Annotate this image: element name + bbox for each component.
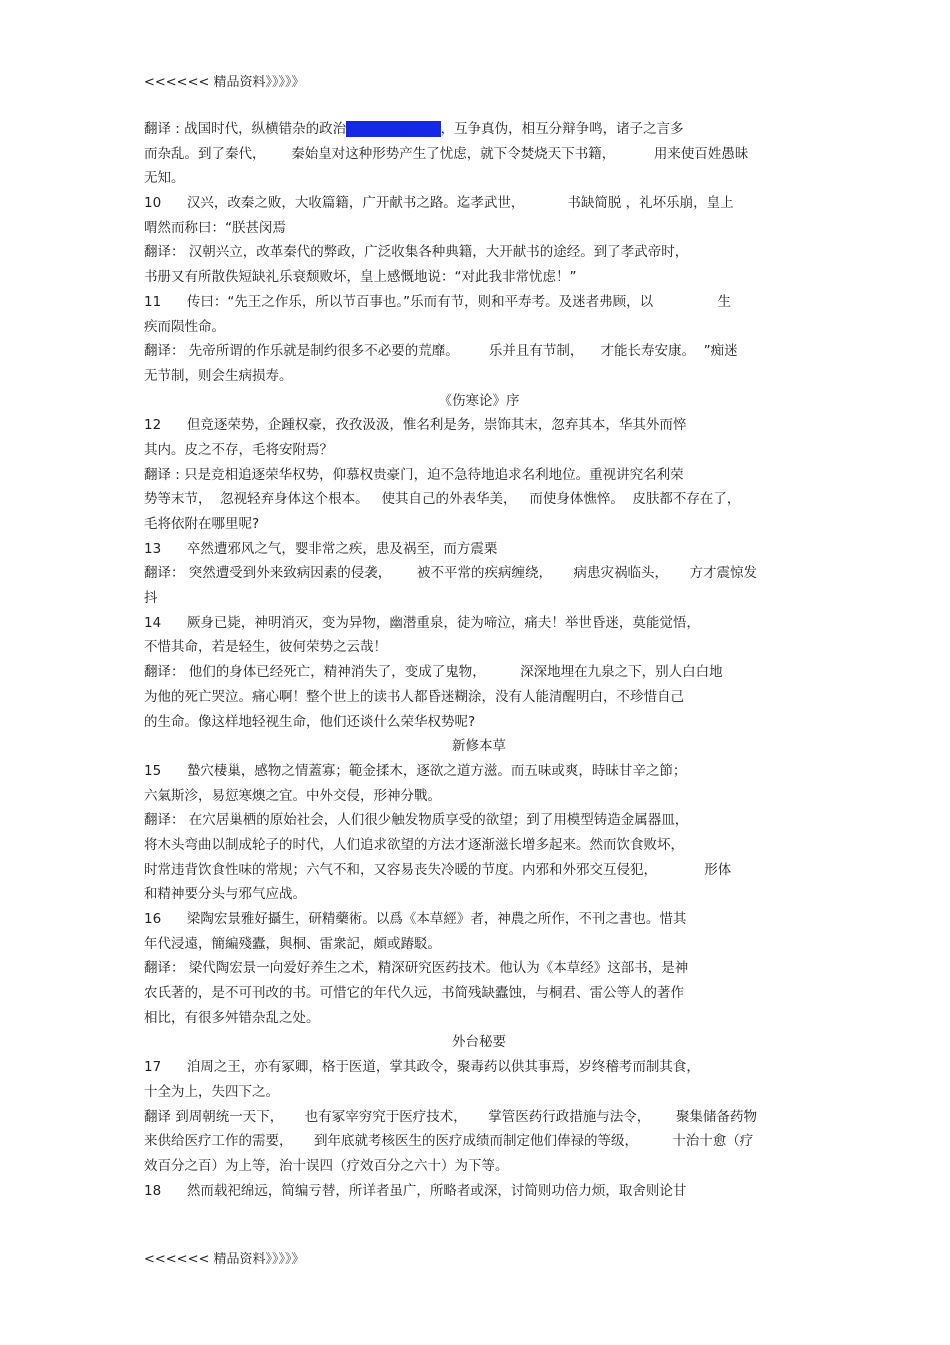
text-line: 抖 bbox=[144, 590, 158, 607]
text-line: 喟然而称曰：“朕甚闵焉 bbox=[144, 219, 286, 236]
text-line: 的生命。像这样地轻视生命，他们还谈什么荣华权势呢? bbox=[144, 713, 476, 730]
text-line: 十全为上，失四下之。 bbox=[144, 1083, 279, 1100]
text-line: 而杂乱。到了秦代， 秦始皇对这种形势产生了忧虑，就下令焚烧天下书籍， 用来使百姓愚昧 bbox=[144, 145, 749, 162]
document-body bbox=[144, 117, 814, 1203]
text-line: 翻译 : 只是竞相追逐荣华权势，仰慕权贵豪门，迫不急待地追求名利地位。重视讲究名利荣 bbox=[144, 466, 684, 483]
text-line: 翻译： 梁代陶宏景一向爱好养生之术，精深研究医药技术。他认为《本草经》这部书，是神 bbox=[144, 960, 689, 977]
text-line: 势等末节， 忽视轻弃身体这个根本。 使其自己的外表华美， 而使身体憔悴。 皮肤都不存在了， bbox=[144, 491, 741, 508]
text-line: 翻译： 突然遭受到外来致病因素的侵袭， 被不平常的疾病缠绕， 病患灾祸临头， 方才震惊发 bbox=[144, 565, 757, 582]
text-line: 翻译： 先帝所谓的作乐就是制约很多不必要的荒靡。 乐并且有节制， 才能长寿安康。 ”痴迷 bbox=[144, 343, 738, 360]
text-line: 18 然而载祀绵远，简编亏替，所详者虽广，所略者或深，讨简则功倍力烦，取舍则论甘 bbox=[144, 1182, 687, 1199]
text-line: 效百分之百）为上等，治十误四（疗效百分之六十）为下等。 bbox=[144, 1157, 509, 1174]
text-line: 来供给医疗工作的需要， 到年底就考核医生的医疗成绩而制定他们俸禄的等级， 十治十愈（疗 bbox=[144, 1133, 754, 1150]
text-line: 11 传曰：“先王之作乐，所以节百事也。”乐而有节，则和平寿考。及迷者弗顾，以 生 bbox=[144, 293, 732, 310]
text-line: 15 蟄穴棲巢，感物之情蓋寡；範金揉木，逐欲之道方滋。而五味或爽，時昧甘辛之節； bbox=[144, 762, 687, 779]
text-line: 16 梁陶宏景雅好攝生，研精藥術。以爲《本草經》者，神農之所作，不刊之書也。惜其 bbox=[144, 911, 687, 927]
text-line: 六氣斯沴，易愆寒燠之宜。中外交侵，形神分戰。 bbox=[144, 787, 441, 804]
text-line: 翻译： 在穴居巢栖的原始社会，人们很少触发物质享受的欲望；到了用模型铸造金属器皿， bbox=[144, 812, 689, 829]
text-line: 将木头弯曲以制成轮子的时代，人们追求欲望的方法才逐渐滋长增多起来。然而饮食败坏， bbox=[144, 836, 684, 853]
section-heading: 外台秘要 bbox=[452, 1034, 506, 1051]
text-line: 疾而陨性命。 bbox=[144, 318, 225, 335]
text-line: 时常违背饮食性味的常规；六气不和，又容易丧失冷暖的节度。内邪和外邪交互侵犯， 形体 bbox=[144, 861, 732, 878]
text-line: 翻译 : 战国时代，纵横错杂的政治形势，各家分立，互争真伪，相互分辩争鸣，诸子之言多 bbox=[144, 121, 684, 137]
text-line: 相比，有很多舛错杂乱之处。 bbox=[144, 1009, 320, 1026]
text-line: 为他的死亡哭泣。痛心啊！整个世上的读书人都昏迷糊涂，没有人能清醒明白，不珍惜自己 bbox=[144, 688, 684, 705]
page-footer: <<<<<< 精品资料》》》》》 bbox=[144, 1252, 305, 1267]
text-line: 书册又有所散佚短缺礼乐衰颓败坏，皇上感慨地说：“对此我非常忧虑！” bbox=[144, 269, 577, 286]
section-heading: 新修本草 bbox=[452, 738, 506, 755]
highlighted-text: 形势，各家分立 bbox=[346, 121, 441, 137]
text-line: 13 卒然遭邪风之气，婴非常之疾，患及祸至，而方震栗 bbox=[144, 540, 498, 557]
page-header: <<<<<< 精品资料》》》》》 bbox=[144, 75, 305, 90]
text-line: 10 汉兴，改秦之败，大收篇籍，广开献书之路。迄孝武世， 书缺简脱 ，礼坏乐崩，皇上 bbox=[144, 195, 734, 212]
text-line: 农氏著的，是不可刊改的书。可惜它的年代久远，书简残缺蠹蚀，与桐君、雷公等人的著作 bbox=[144, 985, 684, 1002]
text-line: 不惜其命，若是轻生，彼何荣势之云哉！ bbox=[144, 639, 387, 656]
text-line: 14 厥身已毙，神明消灭，变为异物，幽潜重泉，徒为啼泣，痛夫！举世昏迷，莫能觉悟， bbox=[144, 614, 700, 631]
text-line: 翻译： 他们的身体已经死亡，精神消失了，变成了鬼物， 深深地埋在九泉之下，别人白白地 bbox=[144, 664, 723, 681]
text-line: 12 但竞逐荣势，企踵权豪，孜孜汲汲，惟名利是务，崇饰其末，忽弃其本，华其外而悴 bbox=[144, 417, 687, 434]
text-line: 其内。皮之不存，毛将安附焉？ bbox=[144, 441, 333, 458]
text-line: 年代浸遠，簡編殘蠹，與桐、雷衆記，頗或踳駁。 bbox=[144, 935, 441, 952]
section-heading: 《伤寒论》序 bbox=[438, 392, 520, 409]
text-line: 和精神要分头与邪气应战。 bbox=[144, 886, 306, 903]
text-line: 毛将依附在哪里呢? bbox=[144, 516, 260, 532]
text-line: 无节制，则会生病损寿。 bbox=[144, 367, 293, 384]
text-line: 17 洎周之王，亦有冢卿，格于医道，掌其政令，聚毒药以供其事焉，岁终稽考而制其食， bbox=[144, 1059, 700, 1076]
text-line: 翻译： 汉朝兴立，改革秦代的弊政，广泛收集各种典籍，大开献书的途经。到了孝武帝时， bbox=[144, 244, 689, 261]
text-line: 无知。 bbox=[144, 170, 185, 187]
text-line: 翻译 到周朝统一天下， 也有冢宰穷究于医疗技术， 掌管医药行政措施与法令， 聚集储备药物 bbox=[144, 1108, 757, 1125]
